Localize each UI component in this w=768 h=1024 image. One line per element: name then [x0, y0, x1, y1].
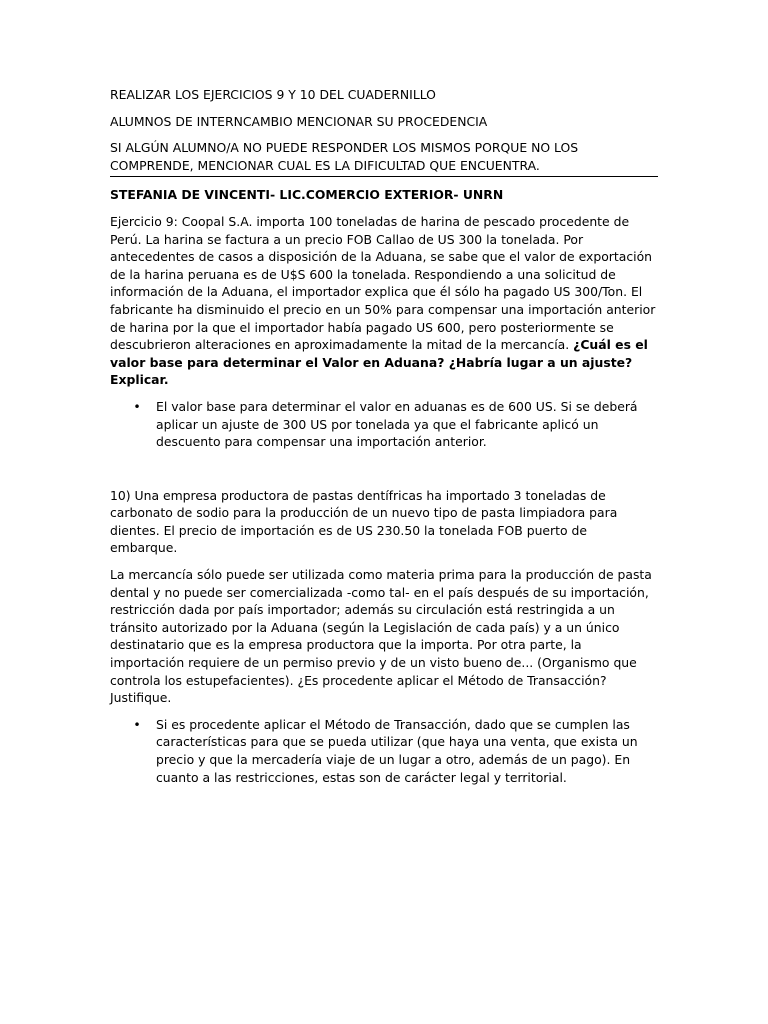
exercise-9-paragraph [110, 213, 658, 389]
document-page [110, 86, 658, 795]
instruction-line-2: ALUMNOS DE INTERNCAMBIO MENCIONAR SU PROCEDENCIA [110, 113, 488, 129]
blank-line [110, 460, 658, 487]
exercise-10-answer: Si es procedente aplicar el Método de Transacción, dado que se cumplen las características para que se pueda utilizar (que haya una venta, que exista un precio y que la mercadería viaje de un lugar a otro, además de un pago). En cuanto a las restricciones, estas son de carácter legal y territorial. [156, 716, 638, 785]
exercise-9-text: Ejercicio 9: Coopal S.A. importa 100 toneladas de harina de pescado procedente de Perú. La harina se factura a un precio FOB Callao de US 300 la tonelada. Por antecedentes de casos a disposición de la Aduana, se sabe que el valor de exportación de la harina peruana es de U$S 600 la tonelada. Respondiendo a una solicitud de información de la Aduana, el importador explica que él sólo ha pagado US 300/Ton. El fabricante ha disminuido el precio en un 50% para compensar una importación anterior de harina por la que el importador había pagado US 600, pero posteriormente se descubrieron alteraciones en aproximadamente la mitad de la mercancía. [110, 213, 656, 353]
exercise-10-answer-list [110, 716, 658, 786]
instruction-line-3: SI ALGÚN ALUMNO/A NO PUEDE RESPONDER LOS MISMOS PORQUE NO LOS COMPRENDE, MENCIONAR CUAL ES LA DIFICULTAD QUE ENCUENTRA. [110, 140, 579, 173]
exercise-9-answer-list [110, 398, 658, 451]
horizontal-rule [110, 176, 658, 177]
list-item [110, 398, 658, 451]
exercise-9-answer: El valor base para determinar el valor en aduanas es de 600 US. Si se deberá aplicar un ajuste de 300 US por tonelada ya que el fabricante aplicó un descuento para compensar una importación anterior. [156, 398, 638, 450]
exercise-10-paragraph-1: 10) Una empresa productora de pastas dentífricas ha importado 3 toneladas de carbonato de sodio para la producción de un nuevo tipo de pasta limpiadora para dientes. El precio de importación es de US 230.50 la tonelada FOB puerto de embarque. [110, 487, 618, 556]
exercise-10-paragraph-2: La mercancía sólo puede ser utilizada como materia prima para la producción de pasta dental y no puede ser comercializada -como tal- en el país después de su importación, restricción dada por país importador; además su circulación está restringida a un tránsito autorizado por la Aduana (según la Legislación de cada país) y a un único destinatario que es la empresa productora que la importa. Por otra parte, la importación requiere de un permiso previo y de un visto bueno de... (Organismo que controla los estupefacientes). ¿Es procedente aplicar el Método de Transacción? Justifique. [110, 567, 652, 706]
bullet-icon: • [133, 716, 141, 732]
list-item [110, 716, 658, 786]
instruction-line-1: REALIZAR LOS EJERCICIOS 9 Y 10 DEL CUADERNILLO [110, 87, 436, 102]
bullet-icon: • [133, 398, 141, 414]
author-line: STEFANIA DE VINCENTI- LIC.COMERCIO EXTERIOR- UNRN [110, 187, 504, 203]
exercise-9-question: ¿Cuál es el valor base para determinar el Valor en Aduana? ¿Habría lugar a un ajuste? Explicar. [110, 337, 648, 388]
